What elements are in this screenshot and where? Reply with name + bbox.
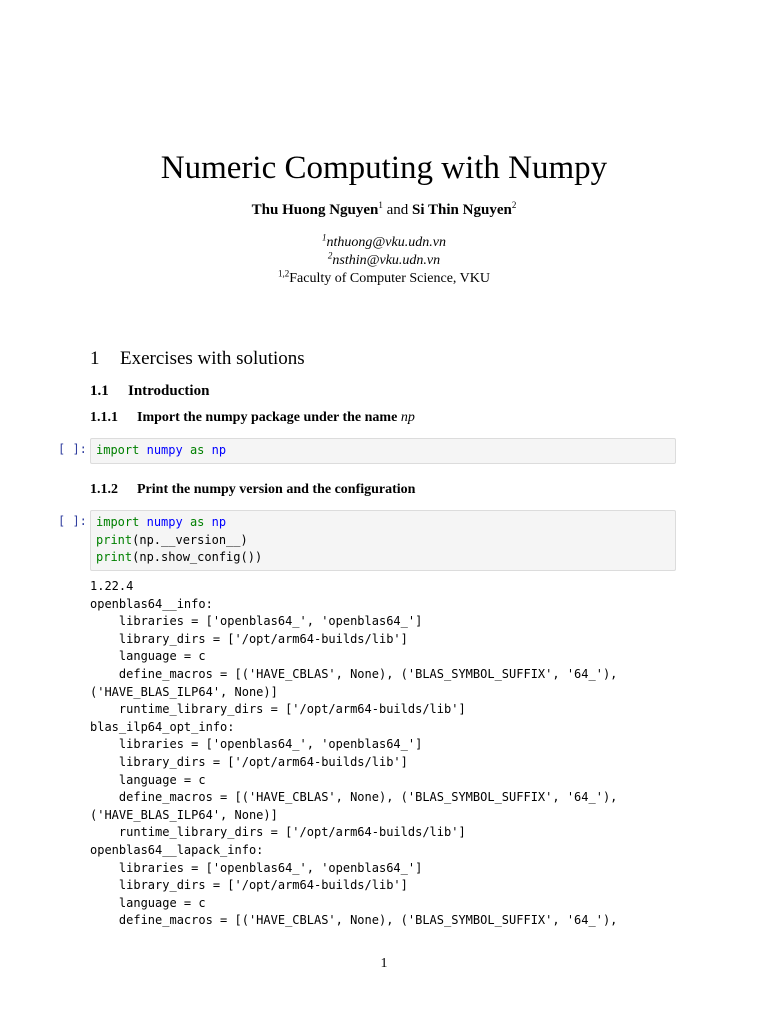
cell-prompt: [ ]: — [58, 442, 87, 456]
subsection-title: Introduction — [128, 383, 210, 399]
section-heading-1 — [90, 348, 305, 370]
affiliation-2-sup: 2 — [327, 250, 333, 261]
cell-prompt: [ ]: — [58, 514, 87, 528]
affiliation-1-text: nthuong@vku.udn.vn — [326, 235, 446, 250]
output-line: language = c — [90, 895, 206, 910]
output-line: define_macros = [('HAVE_CBLAS', None), ('BLAS_SYMBOL_SUFFIX', '64_'), — [90, 913, 618, 928]
subsubsection-heading-1-1-2 — [90, 482, 415, 498]
code-keyword: as — [189, 515, 205, 529]
output-line: language = c — [90, 772, 206, 787]
section-title: Exercises with solutions — [120, 348, 305, 369]
author-1-sup: 1 — [378, 200, 383, 210]
output-line: libraries = ['openblas64_', 'openblas64_'] — [90, 737, 423, 752]
output-line: library_dirs = ['/opt/arm64-builds/lib'] — [90, 754, 408, 769]
output-line: library_dirs = ['/opt/arm64-builds/lib'] — [90, 631, 408, 646]
affiliation-email-2 — [0, 250, 768, 269]
output-line: libraries = ['openblas64_', 'openblas64_'] — [90, 614, 423, 629]
code-function: print — [96, 532, 133, 547]
output-line: libraries = ['openblas64_', 'openblas64_'] — [90, 860, 423, 875]
author-conjunction: and — [386, 202, 409, 218]
affiliation-institution — [0, 268, 768, 287]
code-module: numpy — [146, 443, 183, 457]
output-line: 1.22.4 — [90, 579, 134, 593]
affiliation-1-sup: 1 — [322, 232, 327, 243]
author-2-name: Si Thin Nguyen — [412, 202, 512, 218]
code-line — [96, 442, 670, 460]
output-line: language = c — [90, 649, 206, 664]
code-module: numpy — [146, 515, 183, 529]
code-text: (np.__version__) — [132, 532, 248, 547]
affiliation-3-sup: 1,2 — [277, 268, 290, 279]
code-line — [96, 514, 670, 532]
paper-title: Numeric Computing with Numpy — [160, 150, 608, 186]
code-cell-version[interactable] — [90, 510, 676, 571]
code-keyword: as — [189, 443, 205, 457]
output-line: blas_ilp64_opt_info: — [90, 719, 235, 734]
output-line: openblas64__lapack_info: — [90, 842, 264, 857]
output-line: define_macros = [('HAVE_CBLAS', None), ('BLAS_SYMBOL_SUFFIX', '64_'), — [90, 666, 618, 681]
code-line — [96, 549, 670, 567]
code-keyword: import — [96, 515, 140, 529]
code-keyword: import — [96, 443, 140, 457]
code-alias: np — [211, 515, 227, 529]
subsubsection-number: 1.1.2 — [90, 482, 118, 497]
author-2-sup: 2 — [511, 200, 517, 210]
code-line — [96, 532, 670, 550]
code-function: print — [96, 550, 133, 564]
subsubsection-title: Print the numpy version and the configuration — [137, 482, 416, 497]
output-line: ('HAVE_BLAS_ILP64', None)] — [90, 807, 278, 822]
output-line: library_dirs = ['/opt/arm64-builds/lib'] — [90, 878, 408, 893]
subsection-heading-1-1 — [90, 383, 209, 400]
code-text: (np.show_config()) — [132, 550, 263, 564]
affiliation-2-text: nsthin@vku.udn.vn — [332, 253, 441, 268]
output-line: runtime_library_dirs = ['/opt/arm64-builds/lib'] — [90, 825, 466, 840]
code-alias: np — [211, 443, 227, 457]
subsubsection-code-name: np — [400, 410, 415, 425]
output-line: openblas64__info: — [90, 596, 213, 611]
output-line: runtime_library_dirs = ['/opt/arm64-builds/lib'] — [90, 702, 466, 717]
affiliation-3-text: Faculty of Computer Science, VKU — [289, 271, 490, 286]
affiliation-email-1 — [0, 232, 768, 251]
output-line: define_macros = [('HAVE_CBLAS', None), ('BLAS_SYMBOL_SUFFIX', '64_'), — [90, 790, 618, 805]
code-cell-import[interactable] — [90, 438, 676, 464]
subsubsection-number: 1.1.1 — [90, 410, 118, 425]
page-number: 1 — [380, 956, 388, 971]
cell-output — [90, 578, 690, 930]
subsection-number: 1.1 — [90, 383, 109, 399]
author-1-name: Thu Huong Nguyen — [251, 202, 379, 218]
author-line — [0, 202, 768, 219]
subsubsection-title: Import the numpy package under the name — [137, 410, 398, 425]
subsubsection-heading-1-1-1 — [90, 410, 415, 426]
section-number: 1 — [90, 348, 100, 369]
output-line: ('HAVE_BLAS_ILP64', None)] — [90, 684, 278, 699]
